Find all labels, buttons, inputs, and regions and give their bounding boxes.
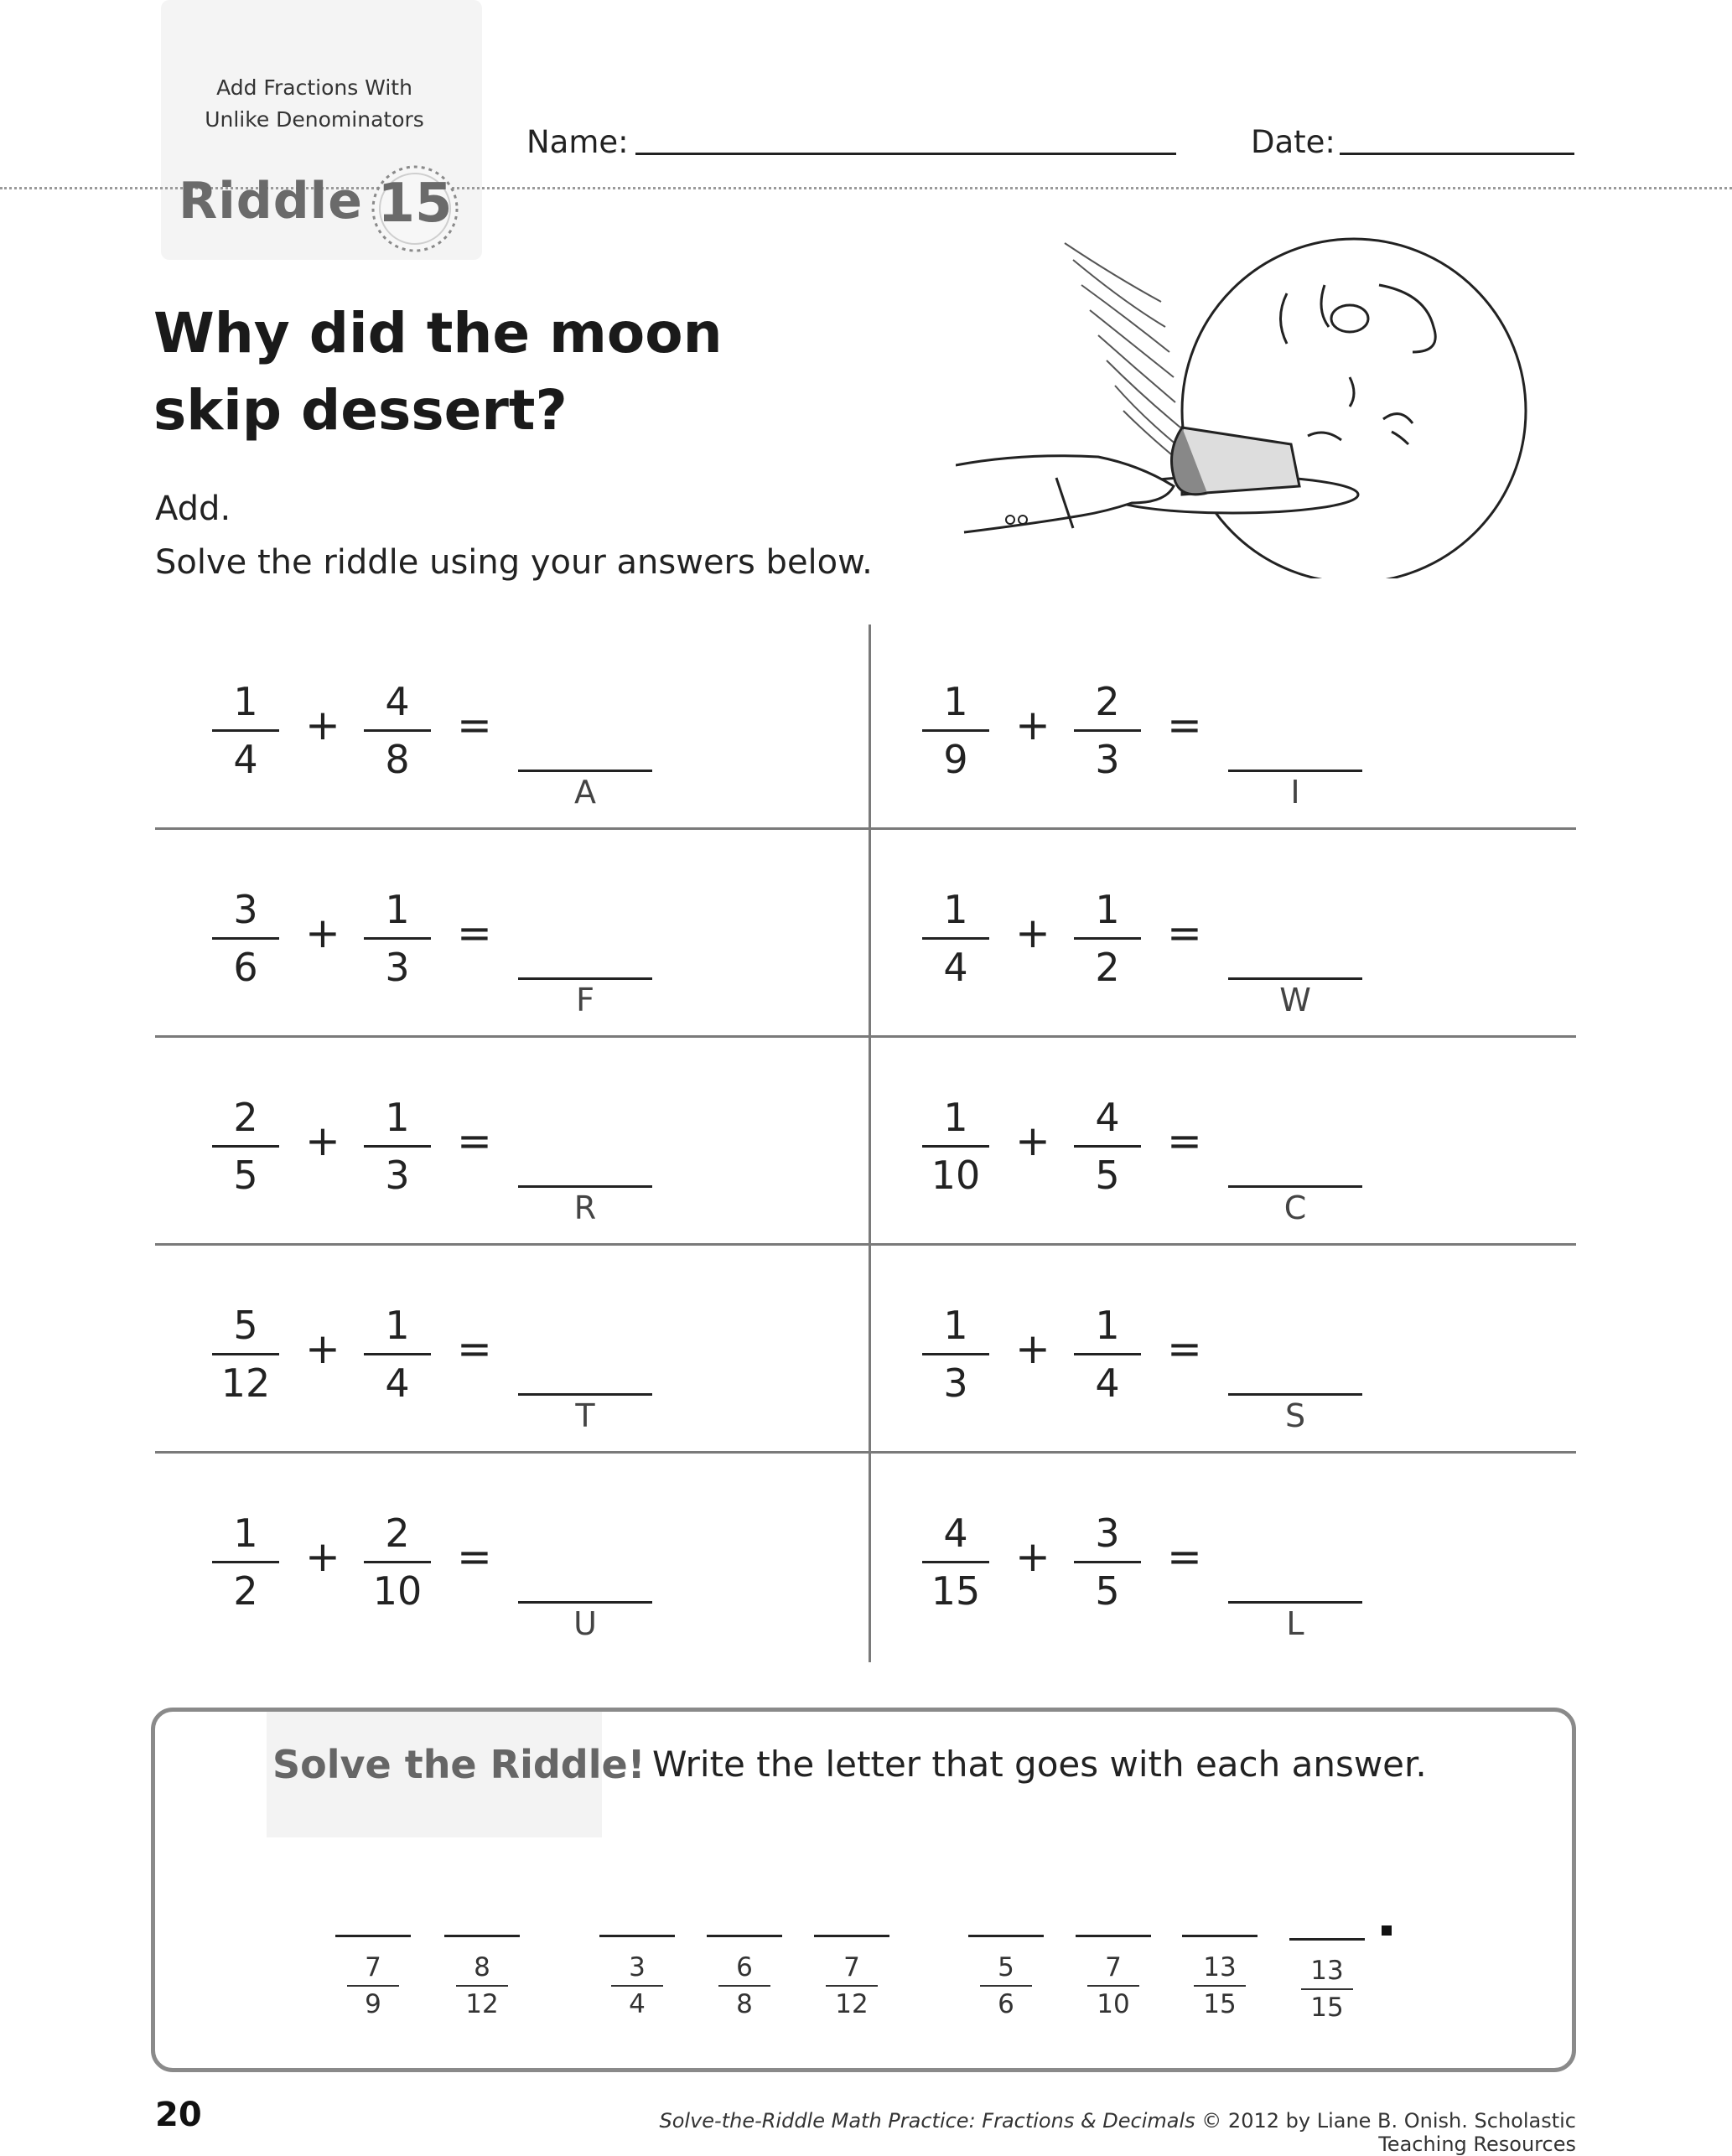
riddle-blank[interactable]: 3 4 <box>599 1935 675 2019</box>
riddle-blank[interactable]: 7 9 <box>335 1935 411 2019</box>
answer-blank[interactable] <box>518 1393 652 1396</box>
answer-letter: W <box>1279 982 1311 1018</box>
solve-title: Solve the Riddle! <box>272 1742 646 1787</box>
fraction-2: 2 10 <box>364 1509 431 1615</box>
fraction-2: 4 5 <box>1074 1093 1141 1200</box>
plus-sign: + <box>1015 1324 1050 1373</box>
answer-letter: T <box>575 1397 595 1434</box>
letter-line[interactable] <box>707 1935 782 1937</box>
question-line-1: Why did the moon <box>153 301 723 365</box>
fraction-1: 1 9 <box>922 677 989 784</box>
answer-blank[interactable] <box>1228 977 1362 980</box>
answer-letter: A <box>574 774 596 811</box>
answer-letter: F <box>576 982 594 1018</box>
plus-sign: + <box>1015 701 1050 749</box>
instructions <box>155 482 873 589</box>
plus-sign: + <box>1015 1532 1050 1581</box>
question-line-2: skip dessert? <box>153 378 568 443</box>
equals-sign: = <box>1167 701 1202 749</box>
fraction-1: 1 2 <box>212 1509 279 1615</box>
copyright-credit: © 2012 by Liane B. Onish. Scholastic Teaching Resources <box>1195 2109 1576 2156</box>
problem-w <box>922 885 1559 1044</box>
book-title: Solve-the-Riddle Math Practice: Fractions & Decimals <box>659 2109 1195 2133</box>
fraction-2: 1 3 <box>364 885 431 992</box>
problem-i <box>922 677 1559 837</box>
riddle-number: 15 <box>377 173 453 235</box>
solve-instruction: Write the letter that goes with each answer. <box>652 1744 1427 1785</box>
name-field[interactable] <box>635 153 1176 155</box>
skill-line-1: Add Fractions With <box>216 75 412 100</box>
letter-line[interactable] <box>968 1935 1044 1937</box>
period-mark <box>1382 1925 1392 1936</box>
fraction-1: 3 6 <box>212 885 279 992</box>
letter-line[interactable] <box>335 1935 411 1937</box>
answer-blank[interactable] <box>518 770 652 772</box>
riddle-blank[interactable]: 13 15 <box>1289 1938 1365 2023</box>
problem-f <box>212 885 849 1044</box>
riddle-blank[interactable]: 13 15 <box>1182 1935 1258 2019</box>
fraction-1: 2 5 <box>212 1093 279 1200</box>
fraction-1: 1 4 <box>922 885 989 992</box>
equals-sign: = <box>457 909 492 957</box>
fraction-2: 3 5 <box>1074 1509 1141 1615</box>
answer-letter: S <box>1284 1397 1306 1434</box>
instruction-solve: Solve the riddle using your answers below. <box>155 543 873 582</box>
problem-u <box>212 1509 849 1668</box>
instruction-add: Add. <box>155 490 231 528</box>
name-label: Name: <box>526 124 629 160</box>
letter-line[interactable] <box>444 1935 520 1937</box>
fraction-1: 1 3 <box>922 1301 989 1407</box>
answer-blank[interactable] <box>1228 1185 1362 1188</box>
plus-sign: + <box>305 1324 340 1373</box>
fraction-2: 1 4 <box>1074 1301 1141 1407</box>
answer-blank[interactable] <box>1228 1393 1362 1396</box>
fraction-1: 5 12 <box>212 1301 279 1407</box>
answer-blank[interactable] <box>1228 1601 1362 1604</box>
letter-line[interactable] <box>1289 1938 1365 1941</box>
plus-sign: + <box>1015 1117 1050 1165</box>
fraction-2: 2 3 <box>1074 677 1141 784</box>
riddle-blank[interactable]: 5 6 <box>968 1935 1044 2019</box>
answer-blank[interactable] <box>518 1185 652 1188</box>
fraction-2: 1 3 <box>364 1093 431 1200</box>
problem-r <box>212 1093 849 1252</box>
skill-label <box>159 72 469 136</box>
moon-illustration <box>956 226 1576 578</box>
plus-sign: + <box>305 1117 340 1165</box>
riddle-label: Riddle <box>179 172 363 231</box>
answer-blank[interactable] <box>518 1601 652 1604</box>
page-number: 20 <box>155 2096 202 2134</box>
fraction-1: 1 10 <box>922 1093 989 1200</box>
skill-line-2: Unlike Denominators <box>205 107 424 132</box>
riddle-blank[interactable]: 7 12 <box>814 1935 889 2019</box>
problem-t <box>212 1301 849 1460</box>
equals-sign: = <box>1167 1117 1202 1165</box>
equals-sign: = <box>457 701 492 749</box>
copyright-footer <box>578 2109 1576 2156</box>
grid-divider-vertical <box>869 625 871 1662</box>
answer-letter: R <box>573 1189 597 1226</box>
plus-sign: + <box>1015 909 1050 957</box>
equals-sign: = <box>1167 909 1202 957</box>
equals-sign: = <box>457 1532 492 1581</box>
problem-c <box>922 1093 1559 1252</box>
answer-letter: L <box>1286 1605 1304 1642</box>
answer-blank[interactable] <box>1228 770 1362 772</box>
plus-sign: + <box>305 701 340 749</box>
date-label: Date: <box>1251 124 1335 160</box>
letter-line[interactable] <box>1076 1935 1151 1937</box>
riddle-blank[interactable]: 6 8 <box>707 1935 782 2019</box>
plus-sign: + <box>305 909 340 957</box>
fraction-2: 1 2 <box>1074 885 1141 992</box>
equals-sign: = <box>457 1324 492 1373</box>
problem-a <box>212 677 849 837</box>
letter-line[interactable] <box>814 1935 889 1937</box>
letter-line[interactable] <box>599 1935 675 1937</box>
fraction-2: 4 8 <box>364 677 431 784</box>
fraction-2: 1 4 <box>364 1301 431 1407</box>
date-field[interactable] <box>1340 153 1574 155</box>
riddle-question <box>153 295 791 449</box>
plus-sign: + <box>305 1532 340 1581</box>
fraction-1: 1 4 <box>212 677 279 784</box>
equals-sign: = <box>1167 1324 1202 1373</box>
fraction-1: 4 15 <box>922 1509 989 1615</box>
riddle-blank[interactable]: 7 10 <box>1076 1935 1151 2019</box>
answer-letter: I <box>1290 774 1300 811</box>
problem-l <box>922 1509 1559 1668</box>
problem-s <box>922 1301 1559 1460</box>
answer-blank[interactable] <box>518 977 652 980</box>
answer-letter: C <box>1283 1189 1307 1226</box>
letter-line[interactable] <box>1182 1935 1258 1937</box>
riddle-blank[interactable]: 8 12 <box>444 1935 520 2019</box>
equals-sign: = <box>457 1117 492 1165</box>
answer-letter: U <box>573 1605 597 1642</box>
equals-sign: = <box>1167 1532 1202 1581</box>
